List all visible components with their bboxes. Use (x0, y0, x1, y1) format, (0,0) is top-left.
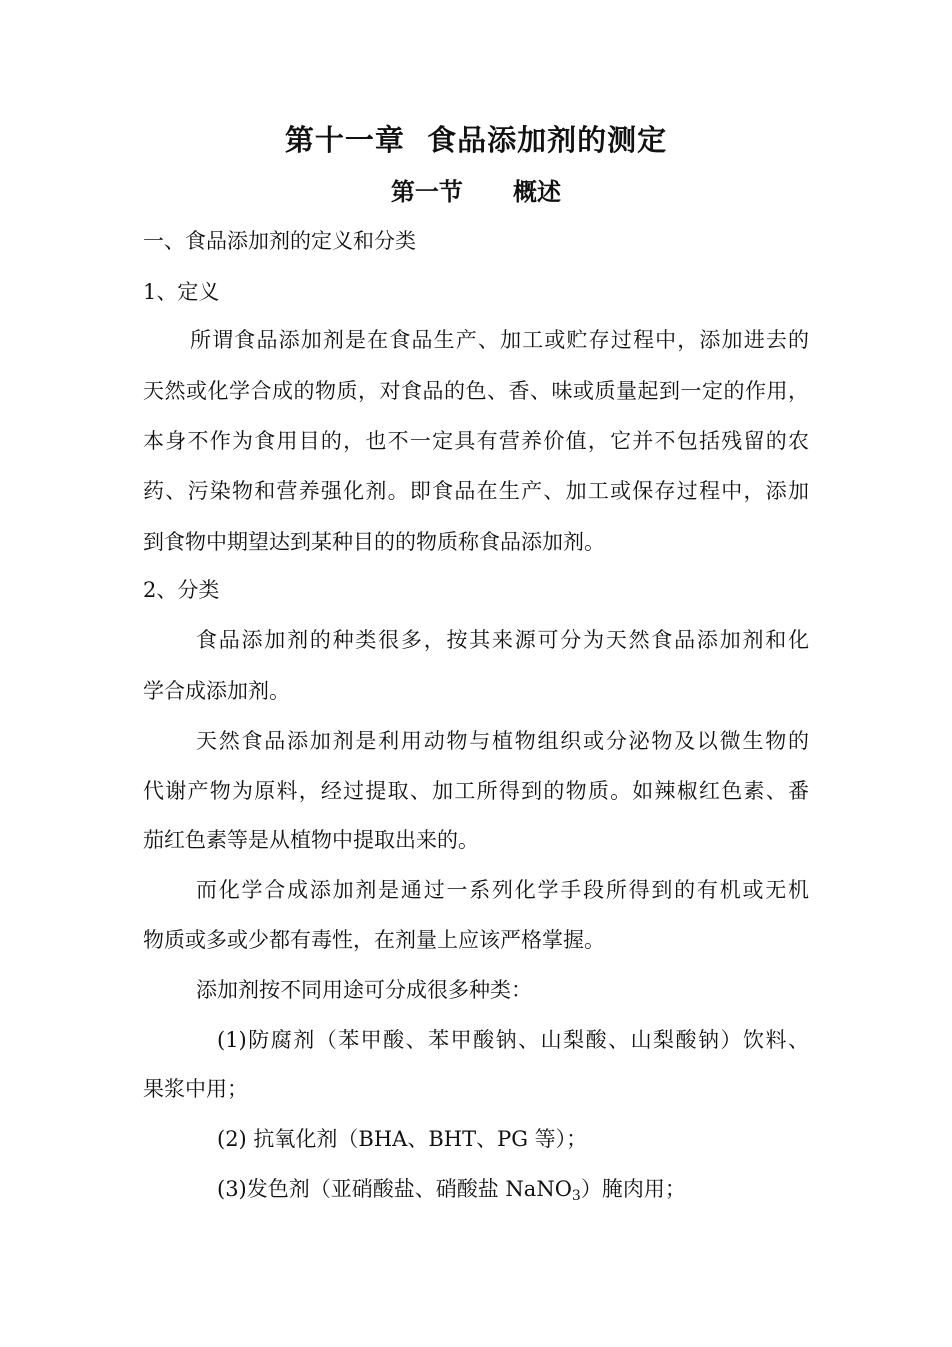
list-item: (1)防腐剂（苯甲酸、苯甲酸钠、山梨酸、山梨酸钠）饮料、 (217, 1028, 809, 1052)
list-item-text: ）腌肉用； (580, 1177, 686, 1201)
paragraph-line: 学合成添加剂。 (143, 679, 290, 703)
paragraph-line: 到食物中期望达到某种目的的物质称食品添加剂。 (143, 530, 605, 554)
heading-definition-classification: 一、食品添加剂的定义和分类 (143, 229, 416, 253)
paragraph-line: 食品添加剂的种类很多，按其来源可分为天然食品添加剂和化 (196, 628, 809, 652)
paragraph-line: 而化学合成添加剂是通过一系列化学手段所得到的有机或无机 (196, 878, 809, 902)
paragraph-line: 添加剂按不同用途可分成很多种类： (196, 978, 532, 1002)
list-item (217, 1174, 686, 1204)
heading-classification: 2、分类 (143, 578, 220, 602)
paragraph-line: 所谓食品添加剂是在食品生产、加工或贮存过程中，添加进去的 (190, 328, 809, 352)
chapter-title: 第十一章 食品添加剂的测定 (284, 123, 668, 157)
list-item: (2) 抗氧化剂（BHA、BHT、PG 等）； (217, 1127, 588, 1151)
list-item-text: (3)发色剂（亚硝酸盐、硝酸盐 NaNO (217, 1177, 572, 1201)
subscript: 3 (571, 1188, 581, 1204)
paragraph-line: 天然食品添加剂是利用动物与植物组织或分泌物及以微生物的 (196, 729, 809, 753)
paragraph-line: 物质或多或少都有毒性，在剂量上应该严格掌握。 (143, 928, 605, 952)
paragraph-line: 天然或化学合成的物质，对食品的色、香、味或质量起到一定的作用， (143, 379, 809, 403)
paragraph-line: 本身不作为食用目的，也不一定具有营养价值，它并不包括残留的农 (143, 429, 809, 453)
paragraph-line: 茄红色素等是从植物中提取出来的。 (143, 828, 479, 852)
paragraph-line: 代谢产物为原料，经过提取、加工所得到的物质。如辣椒红色素、番 (143, 779, 809, 803)
heading-definition: 1、定义 (143, 280, 220, 304)
section-title: 第一节 概述 (390, 177, 562, 206)
paragraph-line: 药、污染物和营养强化剂。即食品在生产、加工或保存过程中，添加 (143, 479, 809, 503)
list-item-continuation: 果浆中用； (143, 1077, 248, 1101)
